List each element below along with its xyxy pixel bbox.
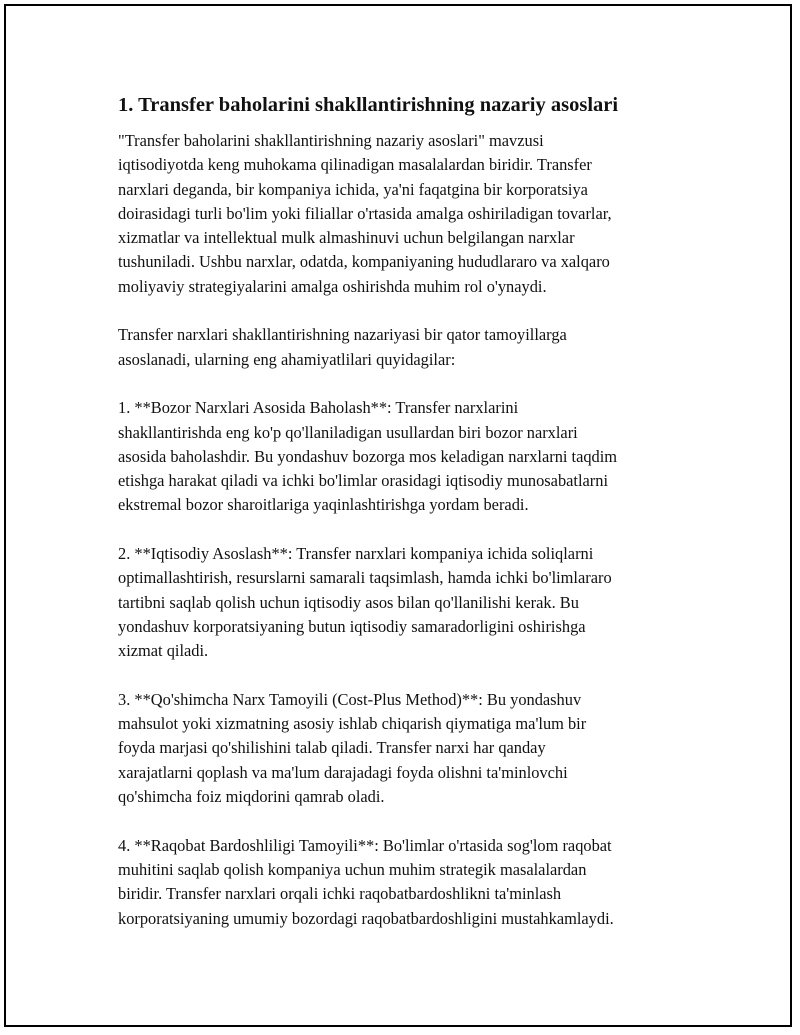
intro-paragraph: "Transfer baholarini shakllantirishning nazariy asoslari" mavzusi iqtisodiyotda keng muhokama qilinadigan masalalardan biridir. Transfer narxlari deganda, bir kompaniya ichida, ya'ni faqatgina bir korporatsiya doirasidagi turli bo'lim yoki filiallar o'rtasida amalga oshiriladigan tovarlar, xizmatlar va intellektual mulk almashinuvi uchun belgilangan narxlar tushuniladi. Ushbu narxlar, odatda, kompaniyaning hududlararo va xalqaro moliyaviy strategiyalarini amalga oshirishda muhim rol o'ynaydi. [118, 131, 612, 296]
principle-1-paragraph: 1. **Bozor Narxlari Asosida Baholash**: Transfer narxlarini shakllantirishda eng ko'p qo'llaniladigan usullardan biri bozor narxlari asosida baholashdir. Bu yondashuv bozorga mos keladigan narxlarni taqdim etishga harakat qiladi va ichki bo'limlar orasidagi iqtisodiy munosabatlarni ekstremal bozor sharoitlariga yaqinlashtirishga yordam beradi. [118, 398, 618, 515]
principle-4-paragraph: 4. **Raqobat Bardoshliligi Tamoyili**: Bo'limlar o'rtasida sog'lom raqobat muhitini saqlab qolish kompaniya uchun muhim strategik masalalardan biridir. Transfer narxlari orqali ichki raqobatbardoshlikni ta'minlash korporatsiyaning umumiy bozordagi raqobatbardoshligini mustahkamlaydi. [118, 835, 614, 928]
principle-3-paragraph: 3. **Qo'shimcha Narx Tamoyili (Cost-Plus Method)**: Bu yondashuv mahsulot yoki xizmatning asosiy ishlab chiqarish qiymatiga ma'lum bir foyda marjasi qo'shilishini talab qiladi. Transfer narxi har qanday xarajatlarni qoplash va ma'lum darajadagi foyda olishni ta'minlovchi qo'shimcha foiz miqdorini qamrab oladi. [118, 689, 587, 807]
section-title: 1. Transfer baholarini shakllantirishning nazariy asoslari [118, 94, 619, 116]
principles-intro-paragraph: Transfer narxlari shakllantirishning nazariyasi bir qator tamoyillarga asoslanadi, ularning eng ahamiyatlilari quyidagilar: [118, 325, 567, 369]
principle-2-paragraph: 2. **Iqtisodiy Asoslash**: Transfer narxlari kompaniya ichida soliqlarni optimallashtirish, resurslarni samarali taqsimlash, hamda ichki bo'limlararo tartibni saqlab qolish uchun iqtisodiy asos bilan qo'llanilishi kerak. Bu yondashuv korporatsiyaning butun iqtisodiy samaradorligini oshirishga xizmat qiladi. [118, 544, 612, 661]
document-body [118, 92, 688, 955]
